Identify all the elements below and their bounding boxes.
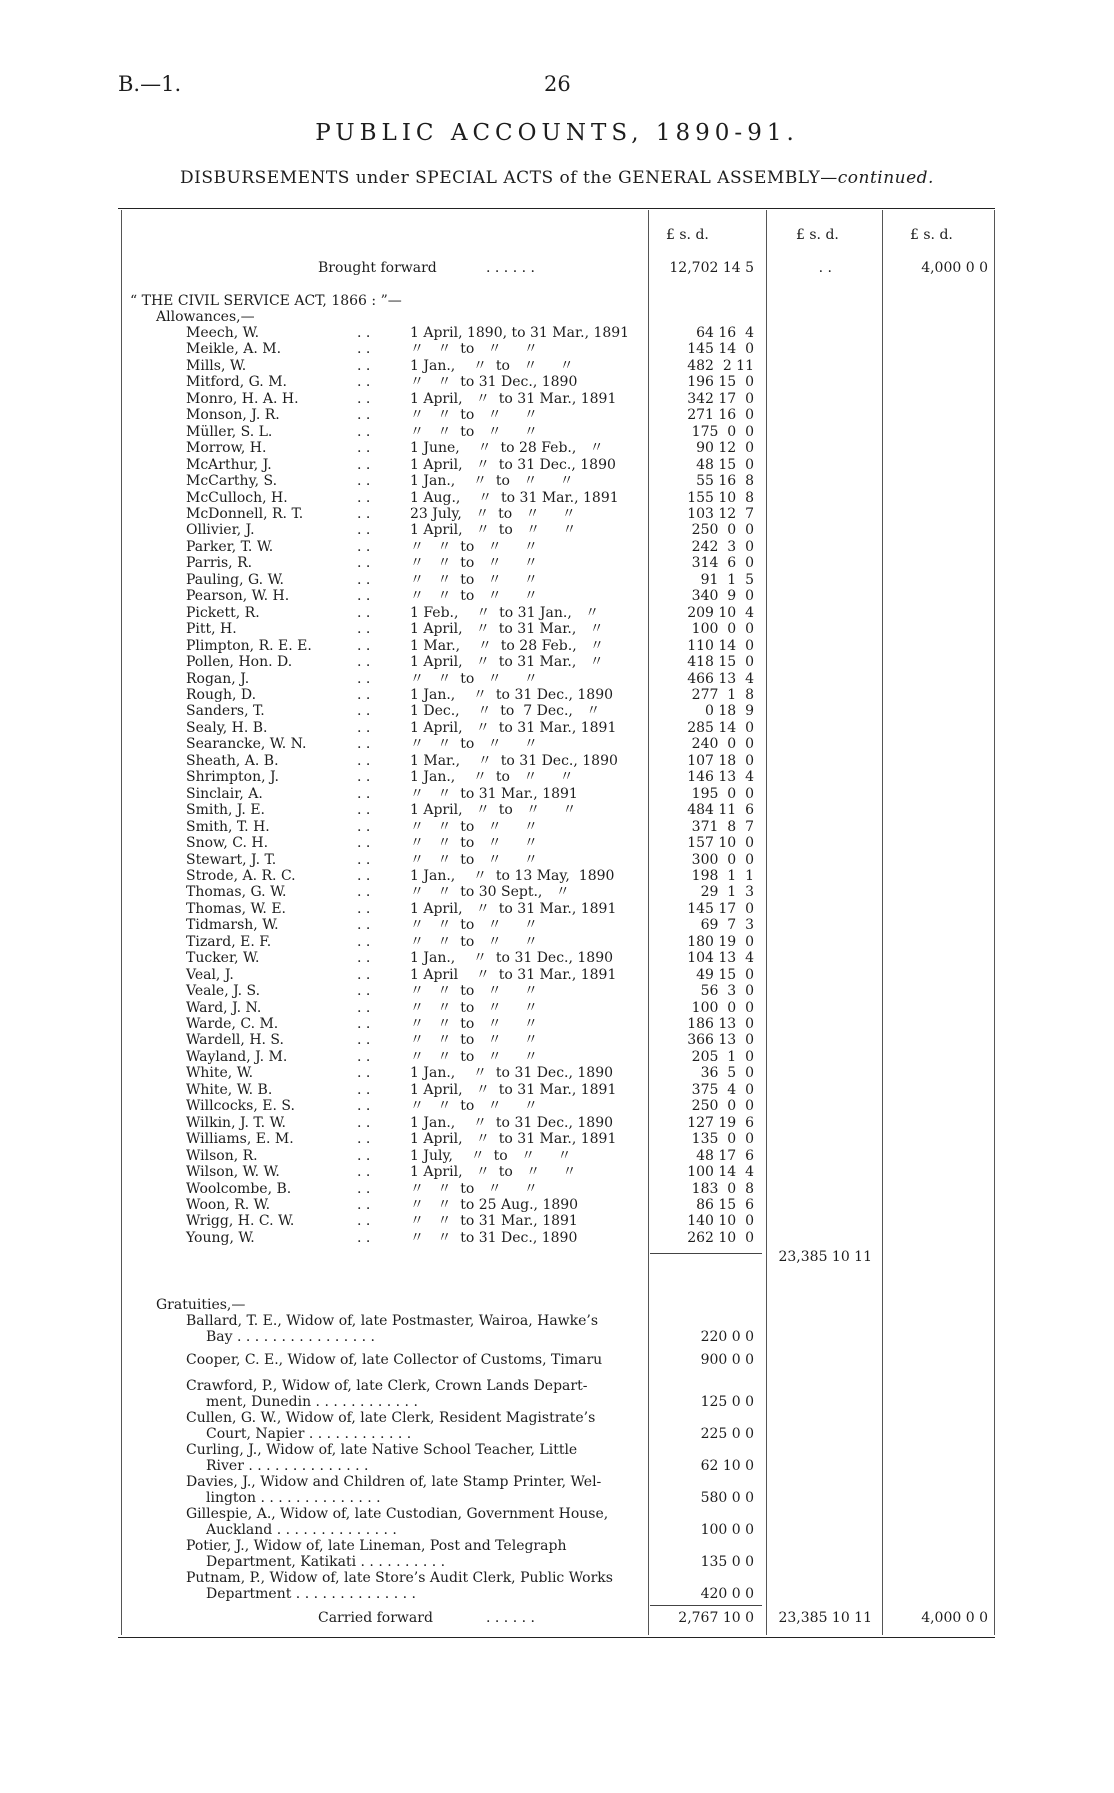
allowance-amounts-column xyxy=(687,325,754,1246)
allowance-amount: 64 16 4 xyxy=(696,325,754,341)
allowance-name: Woon, R. W. xyxy=(186,1197,271,1214)
allowance-name: Tucker, W. xyxy=(186,950,260,967)
allowance-period: 1 Feb., 〃 to 31 Jan., 〃 xyxy=(410,604,600,621)
allowance-name: Monro, H. A. H. xyxy=(186,390,299,407)
allowance-period: 〃 〃 to 〃 〃 xyxy=(410,851,538,868)
allowance-amount: 49 15 0 xyxy=(696,966,754,983)
allowance-amount: 240 0 0 xyxy=(691,736,754,753)
allowance-period: 〃 〃 to 30 Sept., 〃 xyxy=(410,884,570,901)
allowance-amount: 135 0 0 xyxy=(691,1131,754,1148)
allowance-amount: 277 1 8 xyxy=(691,686,754,703)
allowance-amount: 90 12 0 xyxy=(696,440,754,457)
allowance-amount: 56 3 0 xyxy=(700,983,754,1000)
gratuity-amount: 135 0 0 xyxy=(700,1554,754,1570)
brought-forward-col3: 4,000 0 0 xyxy=(921,260,988,276)
column-divider-2 xyxy=(766,210,767,1635)
allowance-name: McArthur, J. xyxy=(186,456,272,473)
leader-dots: . . xyxy=(357,1164,371,1181)
allowance-period: 〃 〃 to 25 Aug., 1890 xyxy=(410,1197,579,1214)
allowance-name: McCulloch, H. xyxy=(186,489,288,506)
allowance-period: 〃 〃 to 〃 〃 xyxy=(410,407,538,424)
leader-dots: . . xyxy=(357,933,371,950)
brought-forward-col2: . . xyxy=(818,260,832,276)
allowance-name: Rough, D. xyxy=(186,686,257,703)
allowance-period: 〃 〃 to 〃 〃 xyxy=(410,835,538,852)
leader-dots: . . xyxy=(357,1114,371,1131)
allowance-name: Wilson, W. W. xyxy=(186,1164,280,1181)
gratuity-description-continued: Court, Napier . . . . . . . . . . . . xyxy=(206,1426,412,1442)
allowance-amount: 48 15 0 xyxy=(696,456,754,473)
allowance-period: 〃 〃 to 〃 〃 xyxy=(410,588,538,605)
leader-dots: . . xyxy=(357,802,371,819)
allowance-period: 1 April, 〃 to 〃 〃 xyxy=(410,1164,577,1181)
gratuity-description-continued: Auckland . . . . . . . . . . . . . . xyxy=(206,1522,397,1538)
allowance-period: 〃 〃 to 〃 〃 xyxy=(410,999,538,1016)
allowance-period: 1 July, 〃 to 〃 〃 xyxy=(410,1147,572,1164)
leader-dots: . . xyxy=(357,966,371,983)
gratuity-description-continued: Department . . . . . . . . . . . . . . xyxy=(206,1586,416,1602)
leader-dots: . . xyxy=(357,1048,371,1065)
allowance-amount: 205 1 0 xyxy=(691,1048,754,1065)
leader-dots: . . xyxy=(357,769,371,786)
allowance-name: Tizard, E. F. xyxy=(186,933,272,950)
allowance-name: Woolcombe, B. xyxy=(186,1180,292,1197)
allowance-amount: 196 15 0 xyxy=(687,374,754,391)
allowance-amount: 375 4 0 xyxy=(691,1081,754,1098)
leader-dots: . . xyxy=(357,785,371,802)
leader-dots: . . xyxy=(357,1229,371,1246)
allowance-amount: 69 7 3 xyxy=(700,917,754,934)
leader-dots: . . xyxy=(357,1147,371,1164)
allowance-name: White, W. xyxy=(186,1065,254,1082)
allowance-amount: 366 13 0 xyxy=(687,1032,754,1049)
gratuity-description: Cullen, G. W., Widow of, late Clerk, Resident Magistrate’s xyxy=(186,1410,596,1426)
leader-dots: . . xyxy=(357,456,371,473)
table-bottom-rule xyxy=(118,1637,995,1638)
allowance-name: Willcocks, E. S. xyxy=(186,1098,295,1115)
allowance-period: 〃 〃 to 〃 〃 xyxy=(410,1032,538,1049)
allowance-period: 〃 〃 to 〃 〃 xyxy=(410,423,538,440)
allowance-period: 1 Jan., 〃 to 13 May, 1890 xyxy=(410,867,615,884)
leader-dots: . . xyxy=(357,440,371,457)
currency-header-col1: £ s. d. xyxy=(666,227,709,243)
gratuity-description: Gillespie, A., Widow of, late Custodian, Government House, xyxy=(186,1506,609,1522)
gratuity-description-continued: lington . . . . . . . . . . . . . . xyxy=(206,1490,381,1506)
allowance-name: White, W. B. xyxy=(186,1081,273,1098)
allowance-period: 〃 〃 to 31 Mar., 1891 xyxy=(410,1213,578,1230)
allowance-period: 1 April, 〃 to 31 Mar., 1891 xyxy=(410,390,617,407)
allowance-period: 1 April, 1890, to 31 Mar., 1891 xyxy=(410,325,630,341)
allowance-amount: 140 10 0 xyxy=(687,1213,754,1230)
allowance-name: Wardell, H. S. xyxy=(186,1032,284,1049)
allowance-period: 1 April, 〃 to 〃 〃 xyxy=(410,522,577,539)
allowance-period: 〃 〃 to 〃 〃 xyxy=(410,670,538,687)
allowance-amount: 103 12 7 xyxy=(687,505,754,522)
allowance-period: 1 Jan., 〃 to 31 Dec., 1890 xyxy=(410,1065,614,1082)
page-subtitle xyxy=(0,168,1114,188)
allowance-amount: 48 17 6 xyxy=(696,1147,754,1164)
gratuity-description: Davies, J., Widow and Children of, late Stamp Printer, Wel- xyxy=(186,1474,602,1490)
allowance-name: Mitford, G. M. xyxy=(186,374,287,391)
leader-dots: . . xyxy=(357,884,371,901)
allowance-amount: 157 10 0 xyxy=(687,835,754,852)
gratuities-heading: Gratuities,— xyxy=(156,1297,246,1313)
leader-dots: . . xyxy=(357,736,371,753)
allowances-subtotal-rule xyxy=(650,1253,762,1254)
leader-dots: . . xyxy=(357,818,371,835)
allowance-amount: 127 19 6 xyxy=(687,1114,754,1131)
allowance-period: 〃 〃 to 〃 〃 xyxy=(410,917,538,934)
allowance-name: Parris, R. xyxy=(186,555,253,572)
allowance-amount: 110 14 0 xyxy=(687,637,754,654)
allowance-name: Plimpton, R. E. E. xyxy=(186,637,312,654)
gratuity-amount: 100 0 0 xyxy=(700,1522,754,1538)
allowance-amount: 484 11 6 xyxy=(687,802,754,819)
allowance-name: McDonnell, R. T. xyxy=(186,505,304,522)
allowance-period: 〃 〃 to 〃 〃 xyxy=(410,933,538,950)
allowance-amount: 100 0 0 xyxy=(691,999,754,1016)
leader-dots: . . xyxy=(357,423,371,440)
allowance-period: 〃 〃 to 〃 〃 xyxy=(410,1016,538,1033)
allowance-name: Pollen, Hon. D. xyxy=(186,654,293,671)
allowance-amount: 262 10 0 xyxy=(687,1229,754,1246)
brought-forward-label: Brought forward xyxy=(318,260,437,276)
allowance-name: Stewart, J. T. xyxy=(186,851,277,868)
leader-dots: . . xyxy=(357,604,371,621)
gratuity-amount: 580 0 0 xyxy=(700,1490,754,1506)
allowance-amount: 104 13 4 xyxy=(687,950,754,967)
brought-forward-dots: . . . . . . xyxy=(486,260,535,276)
leader-dots: . . xyxy=(357,390,371,407)
leader-dots: . . xyxy=(357,686,371,703)
allowance-period: 23 July, 〃 to 〃 〃 xyxy=(410,505,576,522)
table-top-rule xyxy=(118,208,995,209)
allowance-period: 1 Mar., 〃 to 31 Dec., 1890 xyxy=(410,752,618,769)
allowance-name: Sealy, H. B. xyxy=(186,719,268,736)
allowance-name: Sanders, T. xyxy=(186,703,265,720)
allowance-amount: 482 2 11 xyxy=(687,357,754,374)
allowance-amount: 146 13 4 xyxy=(687,769,754,786)
carried-forward-label: Carried forward xyxy=(318,1610,433,1626)
gratuity-amount: 420 0 0 xyxy=(700,1586,754,1602)
allowance-period: 1 Mar., 〃 to 28 Feb., 〃 xyxy=(410,637,605,654)
allowance-period: 1 April, 〃 to 31 Mar., 1891 xyxy=(410,900,617,917)
allowance-periods-column xyxy=(410,325,629,1246)
allowance-period: 〃 〃 to 31 Dec., 1890 xyxy=(410,1229,578,1246)
allowance-amount: 250 0 0 xyxy=(691,522,754,539)
carried-forward-dots: . . . . . . xyxy=(486,1610,535,1626)
leader-dots: . . xyxy=(357,1065,371,1082)
leader-dots: . . xyxy=(357,538,371,555)
allowance-name: Warde, C. M. xyxy=(186,1016,279,1033)
allowance-leader-dots-column xyxy=(357,325,370,1246)
allowance-period: 〃 〃 to 〃 〃 xyxy=(410,1180,538,1197)
gratuity-description-continued: Bay . . . . . . . . . . . . . . . . xyxy=(206,1329,375,1345)
table-left-border xyxy=(121,210,122,1635)
gratuity-amount: 900 0 0 xyxy=(700,1352,754,1368)
allowance-amount: 107 18 0 xyxy=(687,752,754,769)
allowance-name: Sinclair, A. xyxy=(186,785,263,802)
allowance-period: 1 April, 〃 to 31 Mar., 〃 xyxy=(410,621,604,638)
allowance-period: 〃 〃 to 〃 〃 xyxy=(410,1098,538,1115)
allowance-period: 〃 〃 to 31 Mar., 1891 xyxy=(410,785,578,802)
leader-dots: . . xyxy=(357,1213,371,1230)
allowance-name: Searancke, W. N. xyxy=(186,736,307,753)
allowance-name: Shrimpton, J. xyxy=(186,769,279,786)
allowance-amount: 29 1 3 xyxy=(700,884,754,901)
act-heading: “ THE CIVIL SERVICE ACT, 1866 : ”— xyxy=(130,293,402,309)
gratuity-description: Putnam, P., Widow of, late Store’s Audit Clerk, Public Works xyxy=(186,1570,613,1586)
gratuity-amount: 225 0 0 xyxy=(700,1426,754,1442)
allowance-amount: 242 3 0 xyxy=(691,538,754,555)
leader-dots: . . xyxy=(357,654,371,671)
subtitle-main: DISBURSEMENTS under SPECIAL ACTS of the GENERAL ASSEMBLY— xyxy=(180,168,838,188)
carried-forward-col3: 4,000 0 0 xyxy=(921,1610,988,1626)
allowance-name: Strode, A. R. C. xyxy=(186,867,296,884)
leader-dots: . . xyxy=(357,1098,371,1115)
allowance-amount: 342 17 0 xyxy=(687,390,754,407)
allowance-period: 1 Jan., 〃 to 31 Dec., 1890 xyxy=(410,950,614,967)
brought-forward-col1: 12,702 14 5 xyxy=(669,260,754,276)
allowance-name: Müller, S. L. xyxy=(186,423,273,440)
leader-dots: . . xyxy=(357,917,371,934)
allowance-period: 1 April, 〃 to 31 Dec., 1890 xyxy=(410,456,616,473)
allowance-name: Ollivier, J. xyxy=(186,522,255,539)
allowance-amount: 195 0 0 xyxy=(691,785,754,802)
allowance-amount: 36 5 0 xyxy=(700,1065,754,1082)
leader-dots: . . xyxy=(357,1016,371,1033)
subtitle-continued: continued. xyxy=(837,168,934,188)
allowance-period: 1 April, 〃 to 31 Mar., 1891 xyxy=(410,719,617,736)
allowance-period: 1 Jan., 〃 to 31 Dec., 1890 xyxy=(410,686,614,703)
allowance-names-column xyxy=(186,325,312,1246)
allowance-amount: 209 10 4 xyxy=(687,604,754,621)
leader-dots: . . xyxy=(357,357,371,374)
allowance-amount: 314 6 0 xyxy=(691,555,754,572)
allowance-period: 1 Jan., 〃 to 31 Dec., 1890 xyxy=(410,1114,614,1131)
allowance-period: 1 Jan., 〃 to 〃 〃 xyxy=(410,357,574,374)
allowance-name: Pickett, R. xyxy=(186,604,260,621)
allowance-name: Tidmarsh, W. xyxy=(186,917,279,934)
allowance-name: Monson, J. R. xyxy=(186,407,280,424)
leader-dots: . . xyxy=(357,374,371,391)
carried-forward-col1: 2,767 10 0 xyxy=(678,1610,754,1626)
allowance-amount: 300 0 0 xyxy=(691,851,754,868)
gratuity-description: Curling, J., Widow of, late Native School Teacher, Little xyxy=(186,1442,578,1458)
leader-dots: . . xyxy=(357,1131,371,1148)
allowance-period: 〃 〃 to 〃 〃 xyxy=(410,571,538,588)
allowance-period: 〃 〃 to 〃 〃 xyxy=(410,1048,538,1065)
gratuity-description: Ballard, T. E., Widow of, late Postmaster, Wairoa, Hawke’s xyxy=(186,1313,599,1329)
allowance-amount: 186 13 0 xyxy=(687,1016,754,1033)
leader-dots: . . xyxy=(357,555,371,572)
leader-dots: . . xyxy=(357,588,371,605)
allowance-period: 1 April 〃 to 31 Mar., 1891 xyxy=(410,966,617,983)
leader-dots: . . xyxy=(357,900,371,917)
allowance-name: Young, W. xyxy=(186,1229,255,1246)
allowance-period: 〃 〃 to 〃 〃 xyxy=(410,983,538,1000)
allowance-amount: 198 1 1 xyxy=(691,867,754,884)
allowance-amount: 418 15 0 xyxy=(687,654,754,671)
leader-dots: . . xyxy=(357,983,371,1000)
allowance-amount: 91 1 5 xyxy=(700,571,754,588)
allowance-amount: 250 0 0 xyxy=(691,1098,754,1115)
allowance-period: 〃 〃 to 〃 〃 xyxy=(410,818,538,835)
allowance-period: 〃 〃 to 〃 〃 xyxy=(410,736,538,753)
allowance-amount: 371 8 7 xyxy=(691,818,754,835)
leader-dots: . . xyxy=(357,1032,371,1049)
allowance-name: Veale, J. S. xyxy=(186,983,261,1000)
allowance-name: Pearson, W. H. xyxy=(186,588,290,605)
allowance-name: Parker, T. W. xyxy=(186,538,274,555)
allowance-name: McCarthy, S. xyxy=(186,473,278,490)
leader-dots: . . xyxy=(357,341,371,358)
leader-dots: . . xyxy=(357,703,371,720)
gratuity-amount: 125 0 0 xyxy=(700,1394,754,1410)
allowance-amount: 466 13 4 xyxy=(687,670,754,687)
leader-dots: . . xyxy=(357,1081,371,1098)
allowance-name: Thomas, W. E. xyxy=(186,900,287,917)
leader-dots: . . xyxy=(357,950,371,967)
allowance-name: Smith, T. H. xyxy=(186,818,270,835)
allowance-name: Pitt, H. xyxy=(186,621,237,638)
allowance-amount: 55 16 8 xyxy=(696,473,754,490)
allowance-name: Wrigg, H. C. W. xyxy=(186,1213,295,1230)
allowance-name: Thomas, G. W. xyxy=(186,884,287,901)
allowance-name: Veal, J. xyxy=(186,966,234,983)
leader-dots: . . xyxy=(357,325,371,341)
gratuity-description: Cooper, C. E., Widow of, late Collector of Customs, Timaru xyxy=(186,1352,603,1368)
allowance-period: 1 April, 〃 to 31 Mar., 1891 xyxy=(410,1081,617,1098)
page-number: 26 xyxy=(544,72,571,96)
leader-dots: . . xyxy=(357,489,371,506)
allowance-period: 〃 〃 to 31 Dec., 1890 xyxy=(410,374,578,391)
leader-dots: . . xyxy=(357,621,371,638)
allowances-total: 23,385 10 11 xyxy=(778,1249,872,1265)
leader-dots: . . xyxy=(357,752,371,769)
leader-dots: . . xyxy=(357,670,371,687)
leader-dots: . . xyxy=(357,1180,371,1197)
allowance-amount: 145 17 0 xyxy=(687,900,754,917)
allowance-period: 1 April, 〃 to 31 Mar., 〃 xyxy=(410,654,604,671)
allowance-period: 1 Aug., 〃 to 31 Mar., 1891 xyxy=(410,489,619,506)
leader-dots: . . xyxy=(357,999,371,1016)
leader-dots: . . xyxy=(357,522,371,539)
allowance-name: Williams, E. M. xyxy=(186,1131,294,1148)
allowance-amount: 100 0 0 xyxy=(691,621,754,638)
allowance-period: 〃 〃 to 〃 〃 xyxy=(410,555,538,572)
allowance-amount: 285 14 0 xyxy=(687,719,754,736)
allowance-name: Meikle, A. M. xyxy=(186,341,282,358)
allowance-amount: 100 14 4 xyxy=(687,1164,754,1181)
column-divider-1 xyxy=(648,210,649,1635)
gratuity-amount: 220 0 0 xyxy=(700,1329,754,1345)
gratuity-description-continued: River . . . . . . . . . . . . . . xyxy=(206,1458,369,1474)
allowance-amount: 86 15 6 xyxy=(696,1197,754,1214)
allowance-name: Wayland, J. M. xyxy=(186,1048,288,1065)
allowance-amount: 271 16 0 xyxy=(687,407,754,424)
carried-forward-col2: 23,385 10 11 xyxy=(778,1610,872,1626)
leader-dots: . . xyxy=(357,505,371,522)
leader-dots: . . xyxy=(357,637,371,654)
allowance-period: 〃 〃 to 〃 〃 xyxy=(410,538,538,555)
allowance-amount: 145 14 0 xyxy=(687,341,754,358)
allowance-period: 1 April, 〃 to 31 Mar., 1891 xyxy=(410,1131,617,1148)
leader-dots: . . xyxy=(357,719,371,736)
allowance-name: Rogan, J. xyxy=(186,670,250,687)
leader-dots: . . xyxy=(357,851,371,868)
gratuity-amount: 62 10 0 xyxy=(700,1458,754,1474)
allowance-name: Smith, J. E. xyxy=(186,802,265,819)
allowance-amount: 155 10 8 xyxy=(687,489,754,506)
allowance-period: 1 April, 〃 to 〃 〃 xyxy=(410,802,577,819)
currency-header-col2: £ s. d. xyxy=(796,227,839,243)
allowance-name: Snow, C. H. xyxy=(186,835,269,852)
allowance-name: Morrow, H. xyxy=(186,440,267,457)
allowance-period: 1 Jan., 〃 to 〃 〃 xyxy=(410,769,574,786)
leader-dots: . . xyxy=(357,473,371,490)
currency-header-col3: £ s. d. xyxy=(910,227,953,243)
column-divider-3 xyxy=(882,210,883,1635)
allowance-name: Pauling, G. W. xyxy=(186,571,284,588)
allowance-name: Meech, W. xyxy=(186,325,260,341)
allowance-amount: 183 0 8 xyxy=(691,1180,754,1197)
gratuity-description: Potier, J., Widow of, late Lineman, Post and Telegraph xyxy=(186,1538,567,1554)
allowance-period: 1 June, 〃 to 28 Feb., 〃 xyxy=(410,440,604,457)
allowance-period: 1 Jan., 〃 to 〃 〃 xyxy=(410,473,574,490)
allowance-amount: 0 18 9 xyxy=(705,703,754,720)
gratuities-subtotal-rule xyxy=(650,1605,762,1606)
allowance-name: Ward, J. N. xyxy=(186,999,262,1016)
allowances-heading: Allowances,— xyxy=(156,309,255,325)
leader-dots: . . xyxy=(357,407,371,424)
gratuity-description-continued: Department, Katikati . . . . . . . . . . xyxy=(206,1554,446,1570)
allowance-name: Wilson, R. xyxy=(186,1147,258,1164)
allowance-amount: 180 19 0 xyxy=(687,933,754,950)
gratuity-description: Crawford, P., Widow of, late Clerk, Crown Lands Depart- xyxy=(186,1378,588,1394)
page-title: PUBLIC ACCOUNTS, 1890-91. xyxy=(315,120,799,146)
allowance-period: 1 Dec., 〃 to 7 Dec., 〃 xyxy=(410,703,601,720)
allowance-name: Sheath, A. B. xyxy=(186,752,279,769)
gratuity-description-continued: ment, Dunedin . . . . . . . . . . . . xyxy=(206,1394,418,1410)
leader-dots: . . xyxy=(357,835,371,852)
document-reference: B.—1. xyxy=(118,72,182,96)
allowance-name: Wilkin, J. T. W. xyxy=(186,1114,286,1131)
allowance-name: Mills, W. xyxy=(186,357,247,374)
table-right-border xyxy=(994,210,995,1635)
leader-dots: . . xyxy=(357,1197,371,1214)
allowance-amount: 175 0 0 xyxy=(691,423,754,440)
allowance-period: 〃 〃 to 〃 〃 xyxy=(410,341,538,358)
leader-dots: . . xyxy=(357,571,371,588)
allowance-amount: 340 9 0 xyxy=(691,588,754,605)
leader-dots: . . xyxy=(357,867,371,884)
